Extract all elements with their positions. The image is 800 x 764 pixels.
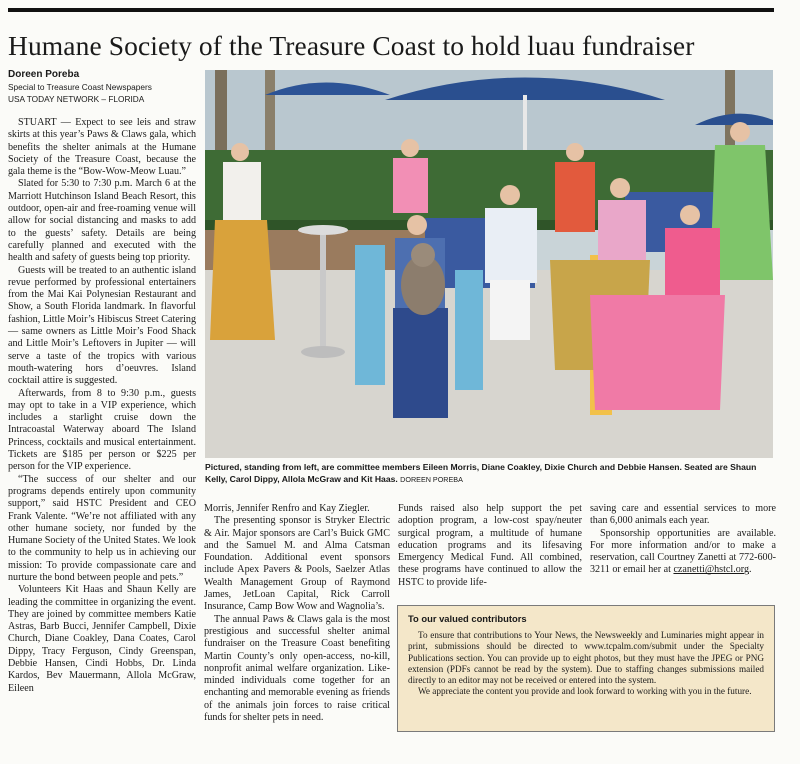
paragraph: “The success of our shelter and our programs depends entirely upon community support,” said HSTC President and CEO Frank Valente. “We’re not affiliated with any other humane society, nor funded by the Humane Society of the United States. We look to the community to help us in achieving our mission: To provide compassionate care and nurture the bond between people and pets.” xyxy=(8,473,196,583)
author-name: Doreen Poreba xyxy=(8,69,80,80)
caption-text: Pictured, standing from left, are committee members Eileen Morris, Diane Coakley, Dixie Church and Debbie Hansen. Seated are Shaun Kelly, Carol Dippy, Allola McGraw and Kit Haas. xyxy=(205,462,757,484)
author-organization: USA TODAY NETWORK – FLORIDA xyxy=(8,94,145,104)
article-column-1 xyxy=(8,117,196,695)
paragraph: The annual Paws & Claws gala is the most prestigious and successful shelter animal fundraiser on the Treasure Coast benefiting Martin County’s only open-access, no-kill, nonprofit animal welfare organization. Like-minded individuals come together for an enchanting and memorable evening as friends of the animals join forces to raise critical funds for shelter pets in need. xyxy=(204,613,390,724)
paragraph: Afterwards, from 8 to 9:30 p.m., guests may opt to take in a VIP experience, which includes a starlight cruise down the Intracoastal Waterway aboard The Island Princess, cocktails and musical entertainment. Tickets are $185 per person or $225 per person for the VIP experience. xyxy=(8,387,196,473)
article-column-2 xyxy=(204,503,390,724)
paragraph: The presenting sponsor is Stryker Electric & Air. Major sponsors are Carl’s Buick GMC and the Samuel M. and Alma Catsman Foundation. Additional event sponsors include Apex Pavers & Pools, Saelzer Atlas Wealth Management Group of Raymond James, JetLoan Capital, Rick Carroll Insurance, Camp Bow Wow and Wagnolia’s. xyxy=(204,515,390,613)
photo-credit: DOREEN POREBA xyxy=(400,475,463,484)
email-link[interactable]: czanetti@hstcl.org xyxy=(673,564,749,576)
photo-illustration xyxy=(205,70,773,458)
paragraph: saving care and essential services to more than 6,000 animals each year. xyxy=(590,503,776,527)
paragraph: Guests will be treated to an authentic island revue performed by professional entertainers from the Mai Kai Polynesian Restaurant and Show, a South Florida landmark. In flavorful fashion, Little Moir’s Hibiscus Street Catering — same owners as Little Moir’s Food Shack and Little Moir’s Leftovers in Jupiter — will serve a taste of the tropics with various mouth-watering hors d’oeuvres. Island cocktail attire is suggested. xyxy=(8,264,196,387)
author-role: Special to Treasure Coast Newspapers xyxy=(8,82,152,92)
headline: Humane Society of the Treasure Coast to hold luau fundraiser xyxy=(8,30,695,61)
article-column-4 xyxy=(590,503,776,577)
top-rule xyxy=(8,8,774,12)
photo-caption xyxy=(205,461,775,486)
paragraph xyxy=(590,528,776,577)
notice-title: To our valued contributors xyxy=(408,613,527,624)
paragraph: Slated for 5:30 to 7:30 p.m. March 6 at the Marriott Hutchinson Island Beach Resort, this outdoor, open-air and free-roaming venue will allow for social distancing and masks to add to the guests’ safety. Details are being carefully planned and executed with the health and safety of guests being top priority. xyxy=(8,178,196,264)
notice-paragraph: To ensure that contributions to Your News, the Newsweekly and Luminaries might appear in print, submissions should be directed to www.tcpalm.com/submit under the Specialty Publications section. You can provide up to eight photos, but they must have the JPEG or PNG extension (PDFs cannot be read by the system). Due to staffing changes submissions mailed directly to an editor may not be received or entered into the system. xyxy=(408,630,764,686)
committee-photo xyxy=(205,70,773,458)
contributors-notice xyxy=(397,605,775,732)
paragraph: Funds raised also help support the pet adoption program, a low-cost spay/neuter surgical program, a multitude of humane education programs and its lifesaving Emergency Medical Fund. All combined, these programs have continued to allow the HSTC to provide life- xyxy=(398,503,582,588)
paragraph: Morris, Jennifer Renfro and Kay Ziegler. xyxy=(204,503,370,514)
paragraph: Volunteers Kit Haas and Shaun Kelly are leading the committee in organizing the event. They are joined by committee members Katie Astras, Barb Bucci, Jennifer Campbell, Dixie Church, Diane Coakley, Dana Coates, Carol Dippy, Tracy Ferguson, Cindy Greenspan, Debbie Hansen, Cindi Hobbs, Dr. Linda Kardos, Bev Mauermann, Allola McGraw, Eileen xyxy=(8,584,196,694)
byline xyxy=(8,69,198,105)
sponsorship-text: Sponsorship opportunities are available. For more information and/or to make a reservation, call Courtney Zanetti at 772-600-3211 or email her at xyxy=(590,527,776,576)
notice-paragraph: We appreciate the content you provide and look forward to working with you in the future. xyxy=(418,686,752,697)
article-column-3 xyxy=(398,503,582,589)
sentence-end: . xyxy=(749,564,752,576)
paragraph: STUART — Expect to see leis and straw skirts at this year’s Paws & Claws gala, which benefits the shelter animals at the Humane Society of the Treasure Coast, because the gala theme is the “Bow-Wow-Meow Luau.” xyxy=(8,117,196,178)
